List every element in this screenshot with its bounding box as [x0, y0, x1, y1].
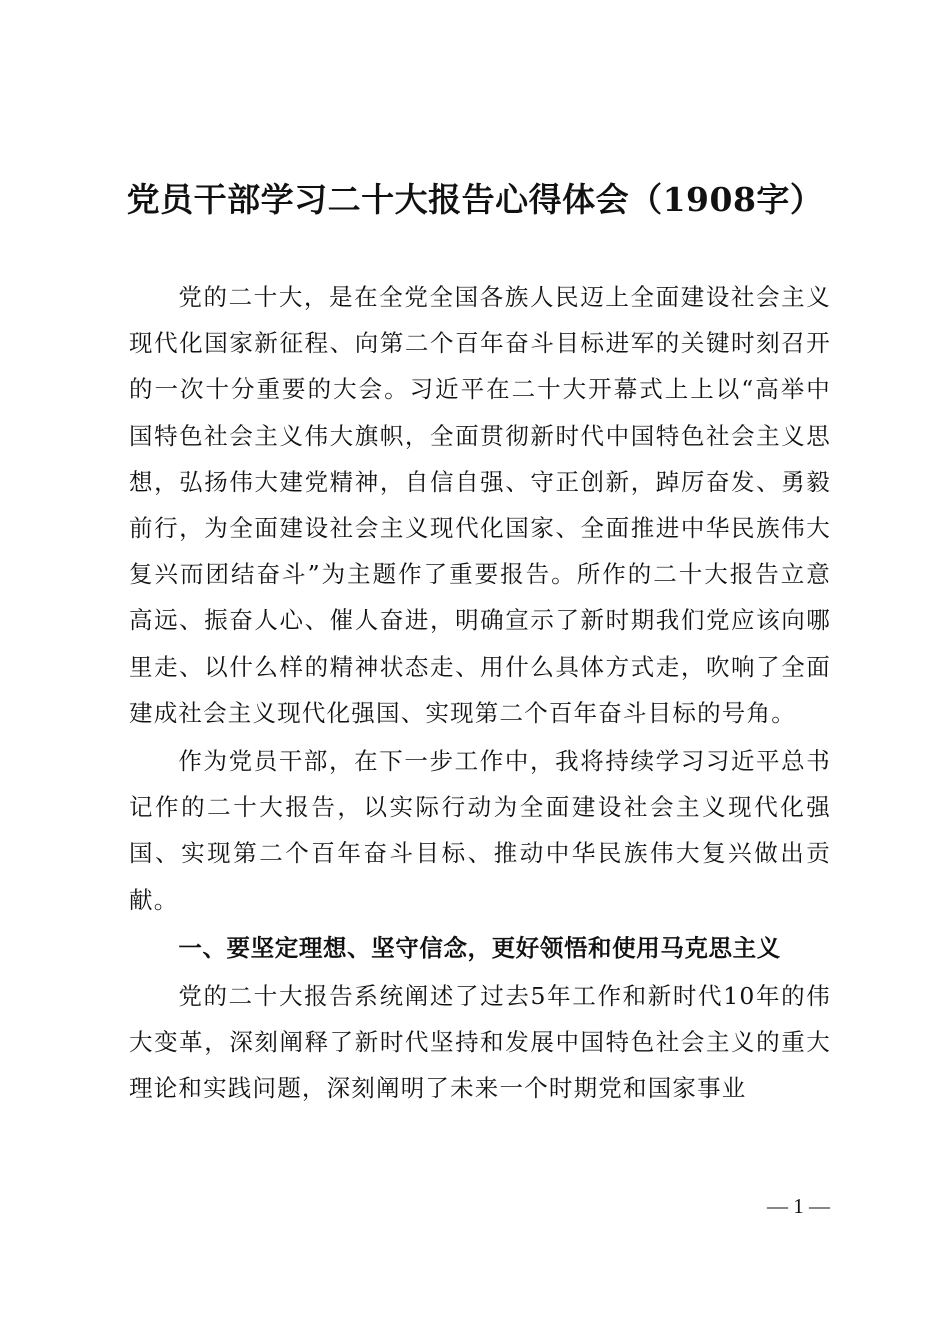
body-paragraph-1: 党的二十大，是在全党全国各族人民迈上全面建设社会主义现代化国家新征程、向第二个百年奋斗目标进军的关键时刻召开的一次十分重要的大会。习近平在二十大开幕式上上以“高举中国特色社会主义伟大旗帜，全面贯彻新时代中国特色社会主义思想，弘扬伟大建党精神，自信自强、守正创新，踔厉奋发、勇毅前行，为全面建设社会主义现代化国家、全面推进中华民族伟大复兴而团结奋斗”为主题作了重要报告。所作的二十大报告立意高远、振奋人心、催人奋进，明确宣示了新时期我们党应该向哪里走、以什么样的精神状态走、用什么具体方式走，吹响了全面建成社会主义现代化强国、实现第二个百年奋斗目标的号角。 — [129, 283, 831, 727]
body-paragraph-2: 作为党员干部，在下一步工作中，我将持续学习习近平总书记作的二十大报告，以实际行动为全面建设社会主义现代化强国、实现第二个百年奋斗目标、推动中华民族伟大复兴做出贡献。 — [129, 747, 831, 914]
page-number: — 1 — — [767, 1194, 830, 1218]
section-paragraph: 党的二十大报告系统阐述了过去5年工作和新时代10年的伟大变革，深刻阐释了新时代坚持和发展中国特色社会主义的重大理论和实践问题，深刻阐明了未来一个时期党和国家事业 — [129, 982, 831, 1103]
document-title: 党员干部学习二十大报告心得体会（1908字） — [126, 180, 824, 219]
section-heading: 一、要坚定理想、坚守信念，更好领悟和使用马克思主义 — [178, 933, 781, 962]
document-body — [129, 274, 831, 1112]
